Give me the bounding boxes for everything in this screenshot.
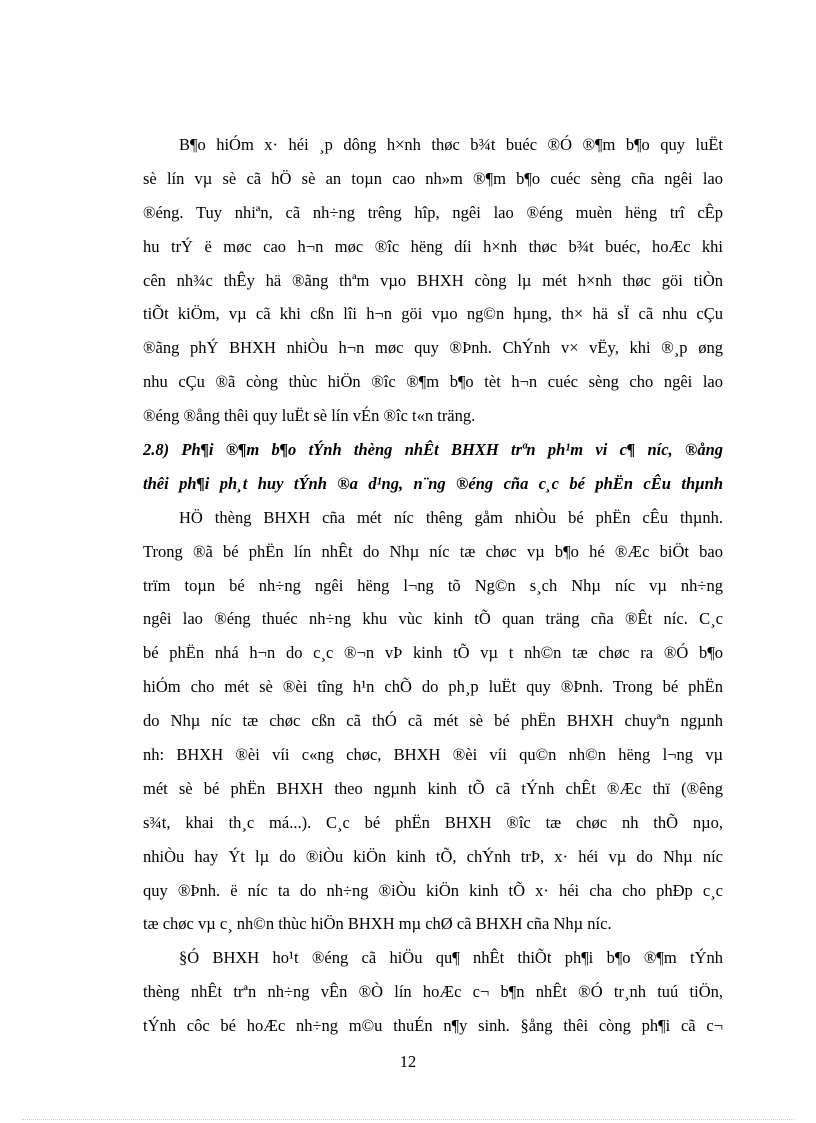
paragraph-line: §Ó BHXH ho¹t ®éng cã hiÖu qu¶ nhÊt thiÕt ph¶i b¶o ®¶m tÝnh [179, 948, 723, 968]
paragraph-line: nhiÒu hay Ýt lµ do ®iÒu kiÖn kinh tÕ, chÝnh trÞ, x· héi vµ do Nhµ níc [143, 846, 723, 866]
section-heading-line: thêi ph¶i ph¸t huy tÝnh ®a d¹ng, n¨ng ®éng cña c¸c bé phËn cÊu thµnh [143, 473, 723, 493]
footer-divider [22, 1119, 794, 1120]
page-number: 12 [399, 1052, 417, 1071]
paragraph-line: nhu cÇu ®ã còng thùc hiÖn ®îc ®¶m b¶o tèt h¬n cuéc sèng cho ngêi lao [143, 372, 723, 392]
paragraph-line: s¾t, khai th¸c má...). C¸c bé phËn BHXH ®îc tæ chøc nh thÕ nµo, [143, 812, 723, 832]
paragraph-line: trïm toµn bé nh÷ng ngêi hëng l¬ng tõ Ng©n s¸ch Nhµ níc vµ nh÷ng [143, 575, 723, 595]
paragraph-line: quy ®Þnh. ë níc ta do nh÷ng ®iÒu kiÖn kinh tÕ x· héi cha cho phÐp c¸c [143, 880, 723, 900]
paragraph-line: ®ãng phÝ BHXH nhiÒu h¬n møc quy ®Þnh. ChÝnh v× vËy, khi ®¸p øng [143, 338, 723, 358]
paragraph-line: Trong ®ã bé phËn lín nhÊt do Nhµ níc tæ chøc vµ b¶o hé ®Æc biÖt bao [143, 541, 723, 561]
paragraph-line: B¶o hiÓm x· héi ¸p dông h×nh thøc b¾t buéc ®Ó ®¶m b¶o quy luËt [179, 135, 723, 154]
paragraph-line: tÝnh côc bé hoÆc nh÷ng m©u thuÉn n¶y sinh. §ång thêi còng ph¶i cã c¬ [143, 1016, 723, 1036]
section-heading-line: 2.8) Ph¶i ®¶m b¶o tÝnh thèng nhÊt BHXH trªn ph¹m vi c¶ níc, ®ång [143, 440, 723, 460]
paragraph-line: do Nhµ níc tæ chøc cßn cã thÓ cã mét sè bé phËn BHXH chuyªn ngµnh [143, 711, 723, 731]
paragraph-line: HÖ thèng BHXH cña mét níc thêng gåm nhiÒu bé phËn cÊu thµnh. [179, 507, 723, 527]
paragraph-line: thèng nhÊt trªn nh÷ng vÊn ®Ò lín hoÆc c¬ b¶n nhÊt ®Ó tr¸nh tuú tiÖn, [143, 982, 723, 1002]
paragraph-line: cên nh¾c thÊy hä ®ãng thªm vµo BHXH còng lµ mét h×nh thøc göi tiÒn [143, 270, 723, 290]
paragraph-line: tæ chøc vµ c¸ nh©n thùc hiÖn BHXH mµ chØ cã BHXH cña Nhµ níc. [143, 914, 612, 934]
paragraph-line: ngêi lao ®éng thuéc nh÷ng khu vùc kinh tÕ quan träng cña ®Êt níc. C¸c [143, 609, 723, 629]
paragraph-line: mét sè bé phËn BHXH theo ngµnh kinh tÕ cã tÝnh chÊt ®Æc thï (®êng [143, 778, 723, 798]
paragraph-line: bé phËn nhá h¬n do c¸c ®¬n vÞ kinh tÕ vµ t nh©n tæ chøc ra ®Ó b¶o [143, 643, 723, 663]
body-text [143, 128, 723, 1043]
paragraph-line: nh: BHXH ®èi víi c«ng chøc, BHXH ®èi víi qu©n nh©n hëng l¬ng vµ [143, 745, 723, 765]
paragraph-line: ®éng ®ång thêi quy luËt sè lín vÉn ®îc t«n träng. [143, 406, 476, 426]
paragraph-line: ®éng. Tuy nhiªn, cã nh÷ng trêng hîp, ngêi lao ®éng muèn hëng trî cÊp [143, 202, 723, 222]
paragraph-line: hiÓm cho mét sè ®èi tîng h¹n chÕ do ph¸p luËt quy ®Þnh. Trong bé phËn [143, 677, 723, 697]
paragraph-line: tiÕt kiÖm, vµ cã khi cßn lîi h¬n göi vµo ng©n hµng, th× hä sÏ cã nhu cÇu [143, 304, 723, 324]
paragraph-line: hu trÝ ë møc cao h¬n møc ®îc hëng díi h×nh thøc b¾t buéc, hoÆc khi [143, 236, 723, 256]
paragraph-line: sè lín vµ sè cã hÖ sè an toµn cao nh»m ®¶m b¶o cuéc sèng cña ngêi lao [143, 168, 723, 188]
